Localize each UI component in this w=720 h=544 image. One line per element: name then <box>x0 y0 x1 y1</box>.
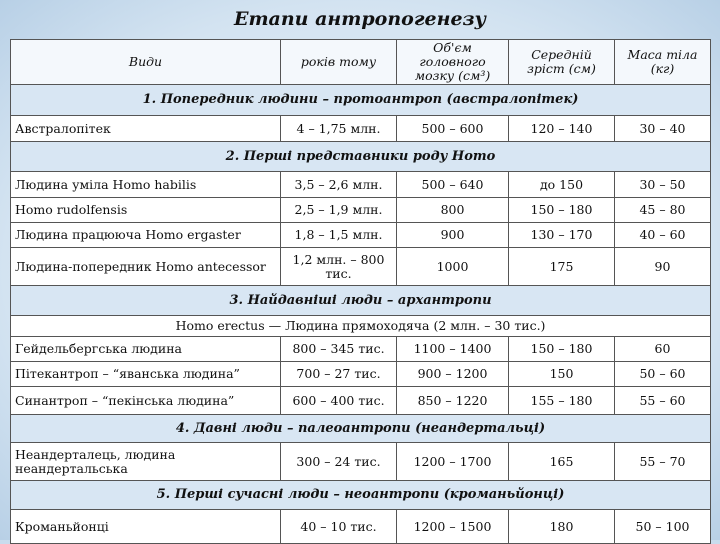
section-heading: 4. Давні люди – палеоантропи (неандертальці) <box>11 415 711 443</box>
body-mass: 55 – 70 <box>615 443 711 481</box>
species-name: Людина уміла Homo habilis <box>11 172 281 198</box>
brain-volume: 500 – 600 <box>397 116 509 142</box>
section-heading: 3. Найдавніші люди – архантропи <box>11 286 711 316</box>
header-brain-volume: Об'єм головного мозку (см³) <box>397 40 509 85</box>
header-body-mass: Маса тіла (кг) <box>615 40 711 85</box>
average-height: 130 – 170 <box>509 223 615 248</box>
table-body <box>11 40 711 544</box>
table-row <box>11 510 711 544</box>
header-years-ago: років тому <box>281 40 397 85</box>
table-row <box>11 443 711 481</box>
species-name: Австралопітек <box>11 116 281 142</box>
body-mass: 60 <box>615 337 711 362</box>
header-average-height: Середній зріст (см) <box>509 40 615 85</box>
brain-volume: 850 – 1220 <box>397 387 509 415</box>
table-row <box>11 248 711 286</box>
years-ago: 800 – 345 тис. <box>281 337 397 362</box>
species-name: Кроманьйонці <box>11 510 281 544</box>
species-name: Людина працююча Homo ergaster <box>11 223 281 248</box>
brain-volume: 1000 <box>397 248 509 286</box>
average-height: 175 <box>509 248 615 286</box>
average-height: 180 <box>509 510 615 544</box>
table-row <box>11 116 711 142</box>
years-ago: 3,5 – 2,6 млн. <box>281 172 397 198</box>
table-row <box>11 337 711 362</box>
average-height: 150 <box>509 362 615 387</box>
header-row <box>11 40 711 85</box>
section-heading: 2. Перші представники роду Homo <box>11 142 711 172</box>
average-height: 150 – 180 <box>509 337 615 362</box>
species-name: Пітекантроп – “яванська людина” <box>11 362 281 387</box>
subheading-row <box>11 316 711 337</box>
years-ago: 600 – 400 тис. <box>281 387 397 415</box>
years-ago: 1,8 – 1,5 млн. <box>281 223 397 248</box>
body-mass: 55 – 60 <box>615 387 711 415</box>
table-row <box>11 387 711 415</box>
section-heading: 1. Попередник людини – протоантроп (австралопітек) <box>11 85 711 116</box>
header-species: Види <box>11 40 281 85</box>
average-height: 165 <box>509 443 615 481</box>
section-heading-row <box>11 481 711 510</box>
species-name: Людина-попередник Homo antecessor <box>11 248 281 286</box>
brain-volume: 800 <box>397 198 509 223</box>
body-mass: 45 – 80 <box>615 198 711 223</box>
average-height: 155 – 180 <box>509 387 615 415</box>
years-ago: 40 – 10 тис. <box>281 510 397 544</box>
section-heading: 5. Перші сучасні люди – неоантропи (кроманьйонці) <box>11 481 711 510</box>
brain-volume: 900 – 1200 <box>397 362 509 387</box>
average-height: до 150 <box>509 172 615 198</box>
body-mass: 50 – 60 <box>615 362 711 387</box>
years-ago: 4 – 1,75 млн. <box>281 116 397 142</box>
species-name: Homo rudolfensis <box>11 198 281 223</box>
section-heading-row <box>11 85 711 116</box>
years-ago: 700 – 27 тис. <box>281 362 397 387</box>
species-name: Синантроп – “пекінська людина” <box>11 387 281 415</box>
brain-volume: 1200 – 1700 <box>397 443 509 481</box>
section-heading-row <box>11 415 711 443</box>
years-ago: 300 – 24 тис. <box>281 443 397 481</box>
table-row <box>11 362 711 387</box>
brain-volume: 1200 – 1500 <box>397 510 509 544</box>
table-row <box>11 223 711 248</box>
section-heading-row <box>11 286 711 316</box>
average-height: 120 – 140 <box>509 116 615 142</box>
stages-table <box>10 39 711 544</box>
body-mass: 30 – 50 <box>615 172 711 198</box>
years-ago: 1,2 млн. – 800 тис. <box>281 248 397 286</box>
years-ago: 2,5 – 1,9 млн. <box>281 198 397 223</box>
section-heading-row <box>11 142 711 172</box>
page-title: Етапи антропогенезу <box>233 8 487 30</box>
section-subheading: Homo erectus — Людина прямоходяча (2 млн. – 30 тис.) <box>11 316 711 337</box>
average-height: 150 – 180 <box>509 198 615 223</box>
brain-volume: 900 <box>397 223 509 248</box>
body-mass: 30 – 40 <box>615 116 711 142</box>
body-mass: 50 – 100 <box>615 510 711 544</box>
brain-volume: 1100 – 1400 <box>397 337 509 362</box>
species-name: Гейдельбергська людина <box>11 337 281 362</box>
species-name: Неандерталець, людина неандертальська <box>11 443 281 481</box>
table-row <box>11 172 711 198</box>
brain-volume: 500 – 640 <box>397 172 509 198</box>
body-mass: 40 – 60 <box>615 223 711 248</box>
table-row <box>11 198 711 223</box>
body-mass: 90 <box>615 248 711 286</box>
